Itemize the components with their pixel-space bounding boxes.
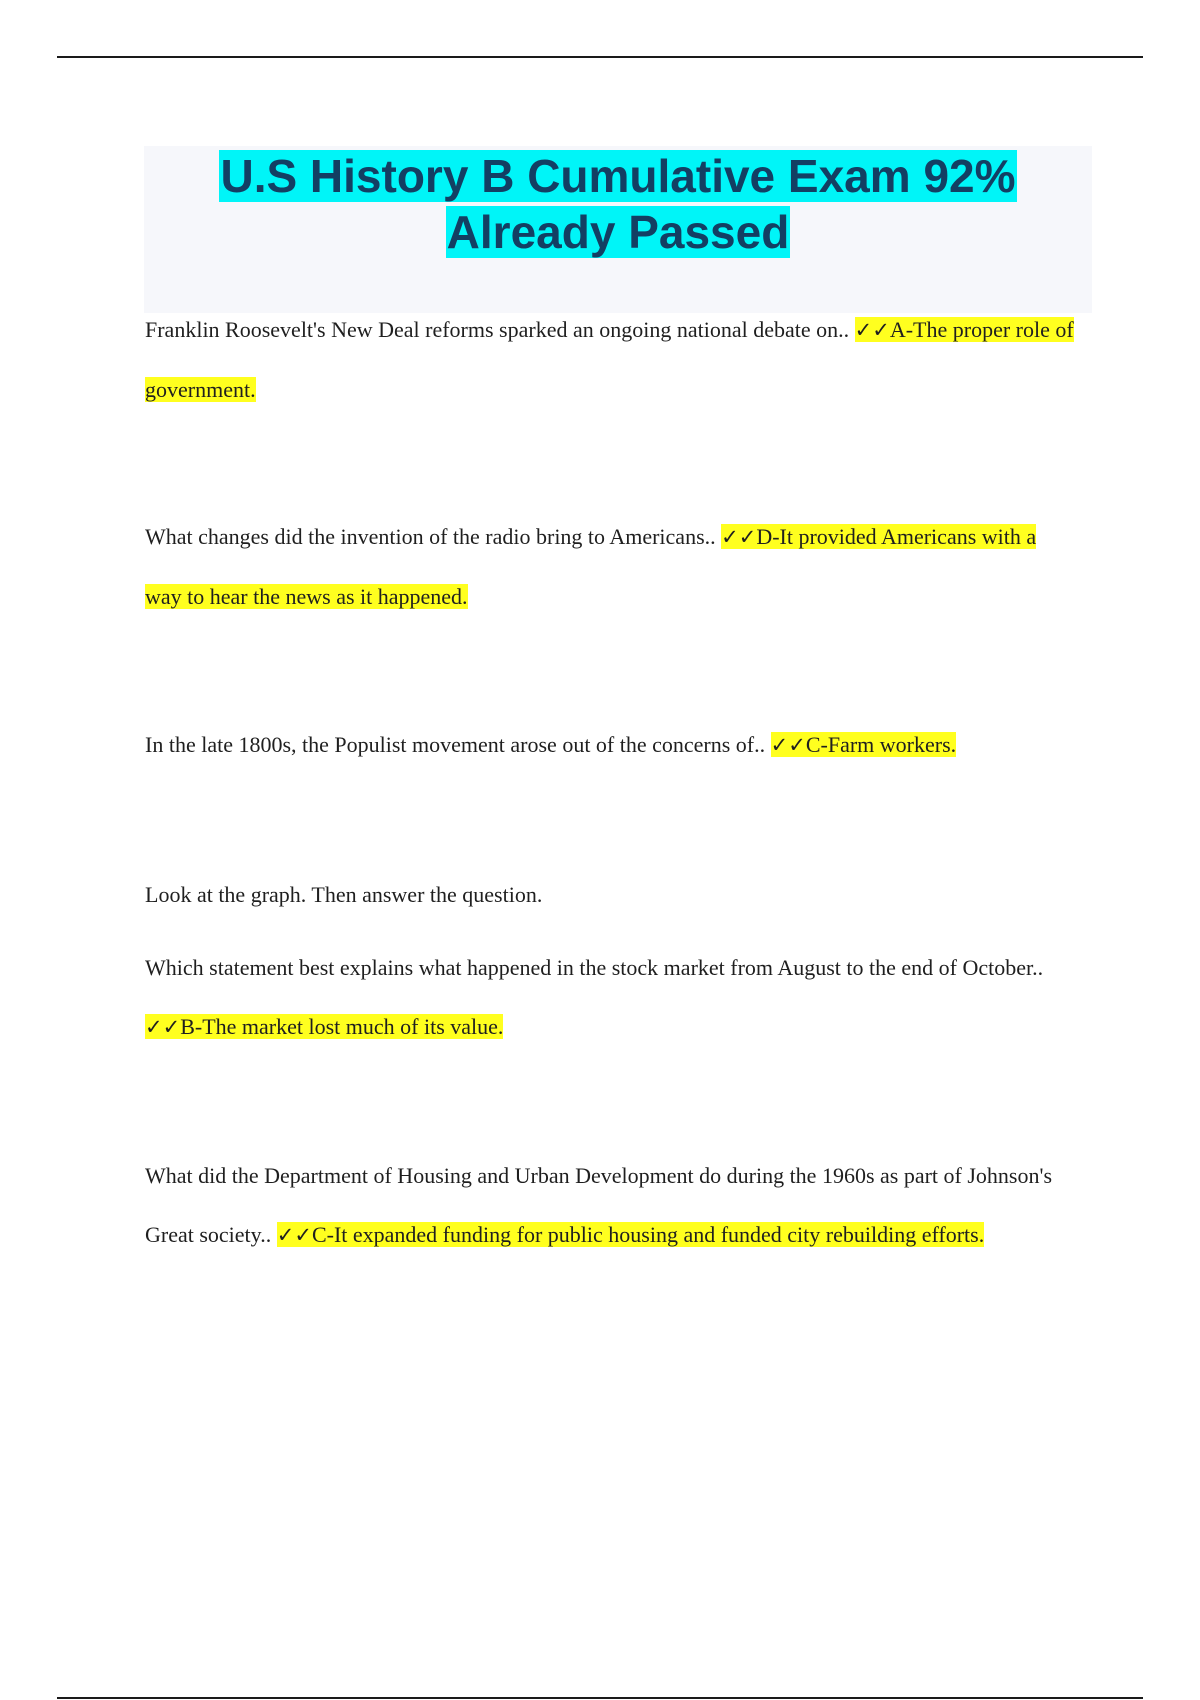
question-item-5 — [145, 1146, 1075, 1265]
double-check-icon: ✓✓ — [276, 1223, 312, 1247]
double-check-icon: ✓✓ — [721, 525, 757, 549]
document-title — [144, 146, 1092, 260]
double-check-icon: ✓✓ — [854, 318, 890, 342]
question-item-1 — [145, 300, 1075, 419]
question-item-4 — [145, 938, 1075, 1057]
bottom-rule — [57, 1697, 1143, 1699]
double-check-icon: ✓✓ — [770, 733, 806, 757]
graph-prompt: Look at the graph. Then answer the question. — [145, 882, 543, 907]
answer-text: C-It expanded funding for public housing and funded city rebuilding efforts. — [311, 1222, 985, 1247]
question-text: What changes did the invention of the radio bring to Americans.. — [145, 524, 716, 549]
answer-highlight — [145, 1014, 503, 1039]
question-text: What did the Department of Housing and Urban Development do during the 1960s as part of Johnson's Great society.. — [145, 1163, 1053, 1247]
double-check-icon: ✓✓ — [145, 1015, 181, 1039]
answer-text: B-The market lost much of its value. — [180, 1014, 504, 1039]
question-item-2 — [145, 507, 1075, 626]
question-text: Which statement best explains what happened in the stock market from August to the end of October.. — [145, 955, 1044, 980]
answer-text: D-It provided Americans with a way to hear the news as it happened. — [145, 524, 1037, 609]
answer-highlight — [277, 1222, 984, 1247]
answer-highlight — [771, 732, 957, 757]
question-text: In the late 1800s, the Populist movement arose out of the concerns of.. — [145, 732, 766, 757]
answer-text: C-Farm workers. — [805, 732, 957, 757]
answer-text: A-The proper role of government. — [145, 317, 1074, 402]
top-rule — [57, 56, 1143, 58]
title-line-1: U.S History B Cumulative Exam 92% — [220, 150, 1016, 202]
title-banner — [144, 146, 1092, 313]
question-item-3 — [145, 715, 1075, 775]
title-line-2: Already Passed — [446, 206, 790, 258]
question-text: Franklin Roosevelt's New Deal reforms sparked an ongoing national debate on.. — [145, 317, 850, 342]
